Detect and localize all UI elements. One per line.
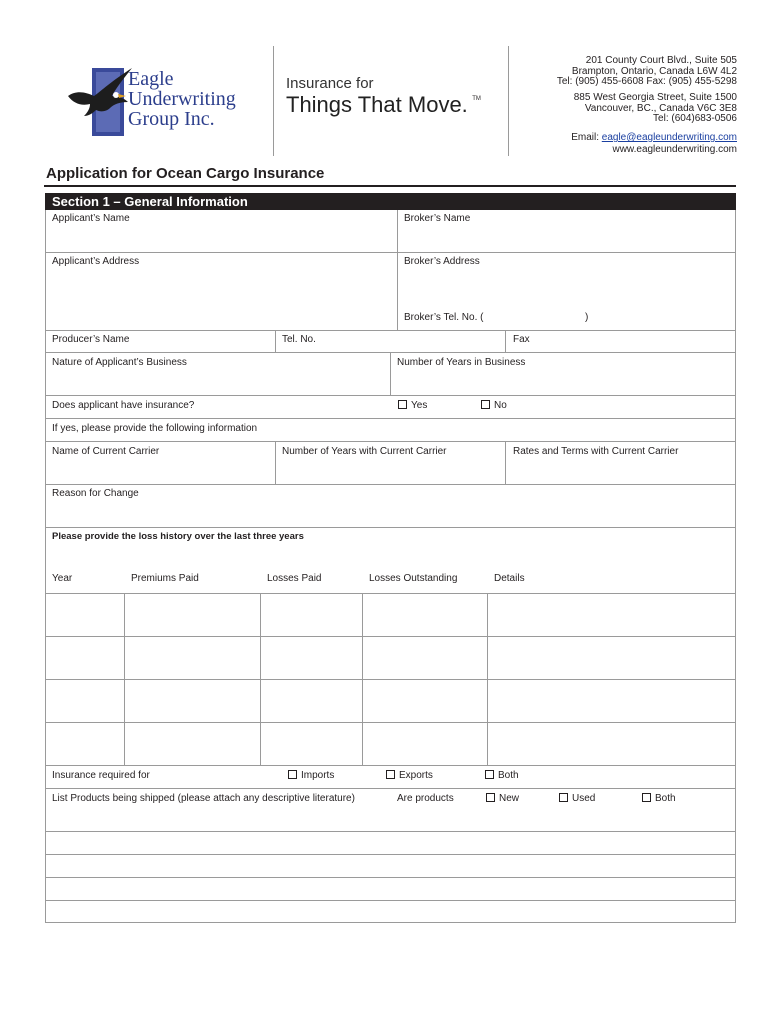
checkbox-box[interactable] (485, 770, 494, 779)
used-label: Used (572, 793, 596, 804)
col-header-losses-paid: Losses Paid (267, 573, 322, 584)
checkbox-box[interactable] (486, 793, 495, 802)
exports-label: Exports (399, 770, 433, 781)
tagline-line-1: Insurance for (286, 75, 374, 92)
row-divider (45, 418, 736, 419)
both-checkbox[interactable] (485, 770, 519, 782)
tagline (286, 76, 481, 118)
row-divider (45, 900, 736, 901)
checkbox-box[interactable] (642, 793, 651, 802)
col-divider (275, 441, 276, 484)
are-products-label: Are products (397, 793, 454, 804)
broker-tel-label: Broker’s Tel. No. ( (404, 312, 484, 323)
company-logo (66, 62, 256, 140)
current-carrier-label: Name of Current Carrier (52, 446, 160, 457)
applicant-name-label: Applicant’s Name (52, 213, 130, 224)
broker-name-label: Broker’s Name (404, 213, 471, 224)
contact-info (571, 132, 737, 156)
row-divider (45, 395, 736, 396)
producer-name-label: Producer’s Name (52, 334, 130, 345)
row-divider (45, 831, 736, 832)
list-products-label: List Products being shipped (please attach any descriptive literature) (52, 793, 355, 804)
col-divider (390, 352, 391, 395)
no-checkbox[interactable] (481, 400, 507, 412)
logo-line-3: Group Inc. (128, 108, 215, 130)
row-divider (45, 877, 736, 878)
applicant-address-label: Applicant’s Address (52, 256, 140, 267)
row-divider (45, 722, 736, 723)
rates-terms-label: Rates and Terms with Current Carrier (513, 446, 679, 457)
page-title: Application for Ocean Cargo Insurance (46, 165, 325, 182)
logo-line-1: Eagle (128, 68, 174, 90)
row-divider (45, 441, 736, 442)
reason-change-label: Reason for Change (52, 488, 139, 499)
address-line: 885 West Georgia Street, Suite 1500 (573, 92, 737, 103)
row-divider (45, 593, 736, 594)
col-header-details: Details (494, 573, 525, 584)
col-divider (124, 593, 125, 765)
row-divider (45, 484, 736, 485)
row-divider (45, 679, 736, 680)
col-divider (260, 593, 261, 765)
tel-no-label: Tel. No. (282, 334, 316, 345)
broker-tel-close: ) (585, 312, 589, 323)
exports-checkbox[interactable] (386, 770, 433, 782)
col-divider (275, 330, 276, 352)
header-divider-right (508, 46, 509, 156)
new-label: New (499, 793, 520, 804)
both-label: Both (498, 770, 519, 781)
checkbox-box[interactable] (398, 400, 407, 409)
if-yes-label: If yes, please provide the following information (52, 423, 258, 434)
broker-address-label: Broker’s Address (404, 256, 480, 267)
logo-line-2: Underwriting (128, 88, 236, 110)
have-insurance-label: Does applicant have insurance? (52, 400, 195, 411)
row-divider (45, 330, 736, 331)
form-grid (45, 210, 736, 923)
yes-label: Yes (411, 400, 428, 411)
checkbox-box[interactable] (386, 770, 395, 779)
nature-business-label: Nature of Applicant’s Business (52, 357, 187, 368)
loss-history-label: Please provide the loss history over the last three years (52, 531, 304, 542)
col-divider (397, 210, 398, 330)
section-1-header (45, 193, 736, 210)
email-label: Email: (571, 132, 602, 143)
checkbox-box[interactable] (481, 400, 490, 409)
yes-checkbox[interactable] (398, 400, 427, 412)
header-divider-left (273, 46, 274, 156)
checkbox-box[interactable] (288, 770, 297, 779)
address-line: Tel: (905) 455-6608 Fax: (905) 455-5298 (556, 76, 737, 87)
col-divider (362, 593, 363, 765)
row-divider (45, 854, 736, 855)
col-divider (505, 441, 506, 484)
row-divider (45, 765, 736, 766)
email-link[interactable]: eagle@eagleunderwriting.com (601, 132, 737, 143)
insurance-required-label: Insurance required for (52, 770, 150, 781)
col-header-losses-outstanding: Losses Outstanding (369, 573, 458, 584)
address-office-2 (574, 93, 737, 125)
address-office-1 (557, 56, 737, 88)
row-divider (45, 788, 736, 789)
address-line: Brampton, Ontario, Canada L6W 4L2 (571, 65, 737, 77)
section-1-title: Section 1 – General Information (52, 194, 248, 209)
title-rule (44, 185, 736, 187)
row-divider (45, 527, 736, 528)
years-carrier-label: Number of Years with Current Carrier (282, 446, 447, 457)
address-line: Vancouver, BC., Canada V6C 3E8 (584, 102, 737, 114)
no-label: No (494, 400, 507, 411)
address-line: 201 County Court Blvd., Suite 505 (585, 55, 737, 66)
fax-label: Fax (513, 334, 530, 345)
imports-checkbox[interactable] (288, 770, 334, 782)
col-header-premiums: Premiums Paid (131, 573, 199, 584)
years-business-label: Number of Years in Business (397, 357, 526, 368)
trademark-symbol: TM (472, 96, 481, 102)
website-link[interactable]: www.eagleunderwriting.com (612, 144, 737, 155)
checkbox-box[interactable] (559, 793, 568, 802)
tagline-line-2: Things That Move. (286, 92, 468, 117)
used-checkbox[interactable] (559, 793, 595, 805)
address-line: Tel: (604)683-0506 (653, 113, 737, 124)
imports-label: Imports (301, 770, 335, 781)
row-divider (45, 636, 736, 637)
col-divider (505, 330, 506, 352)
col-divider (487, 593, 488, 765)
new-checkbox[interactable] (486, 793, 519, 805)
both-products-checkbox[interactable] (642, 793, 676, 805)
row-divider (45, 252, 736, 253)
both-products-label: Both (655, 793, 676, 804)
col-header-year: Year (52, 573, 73, 584)
